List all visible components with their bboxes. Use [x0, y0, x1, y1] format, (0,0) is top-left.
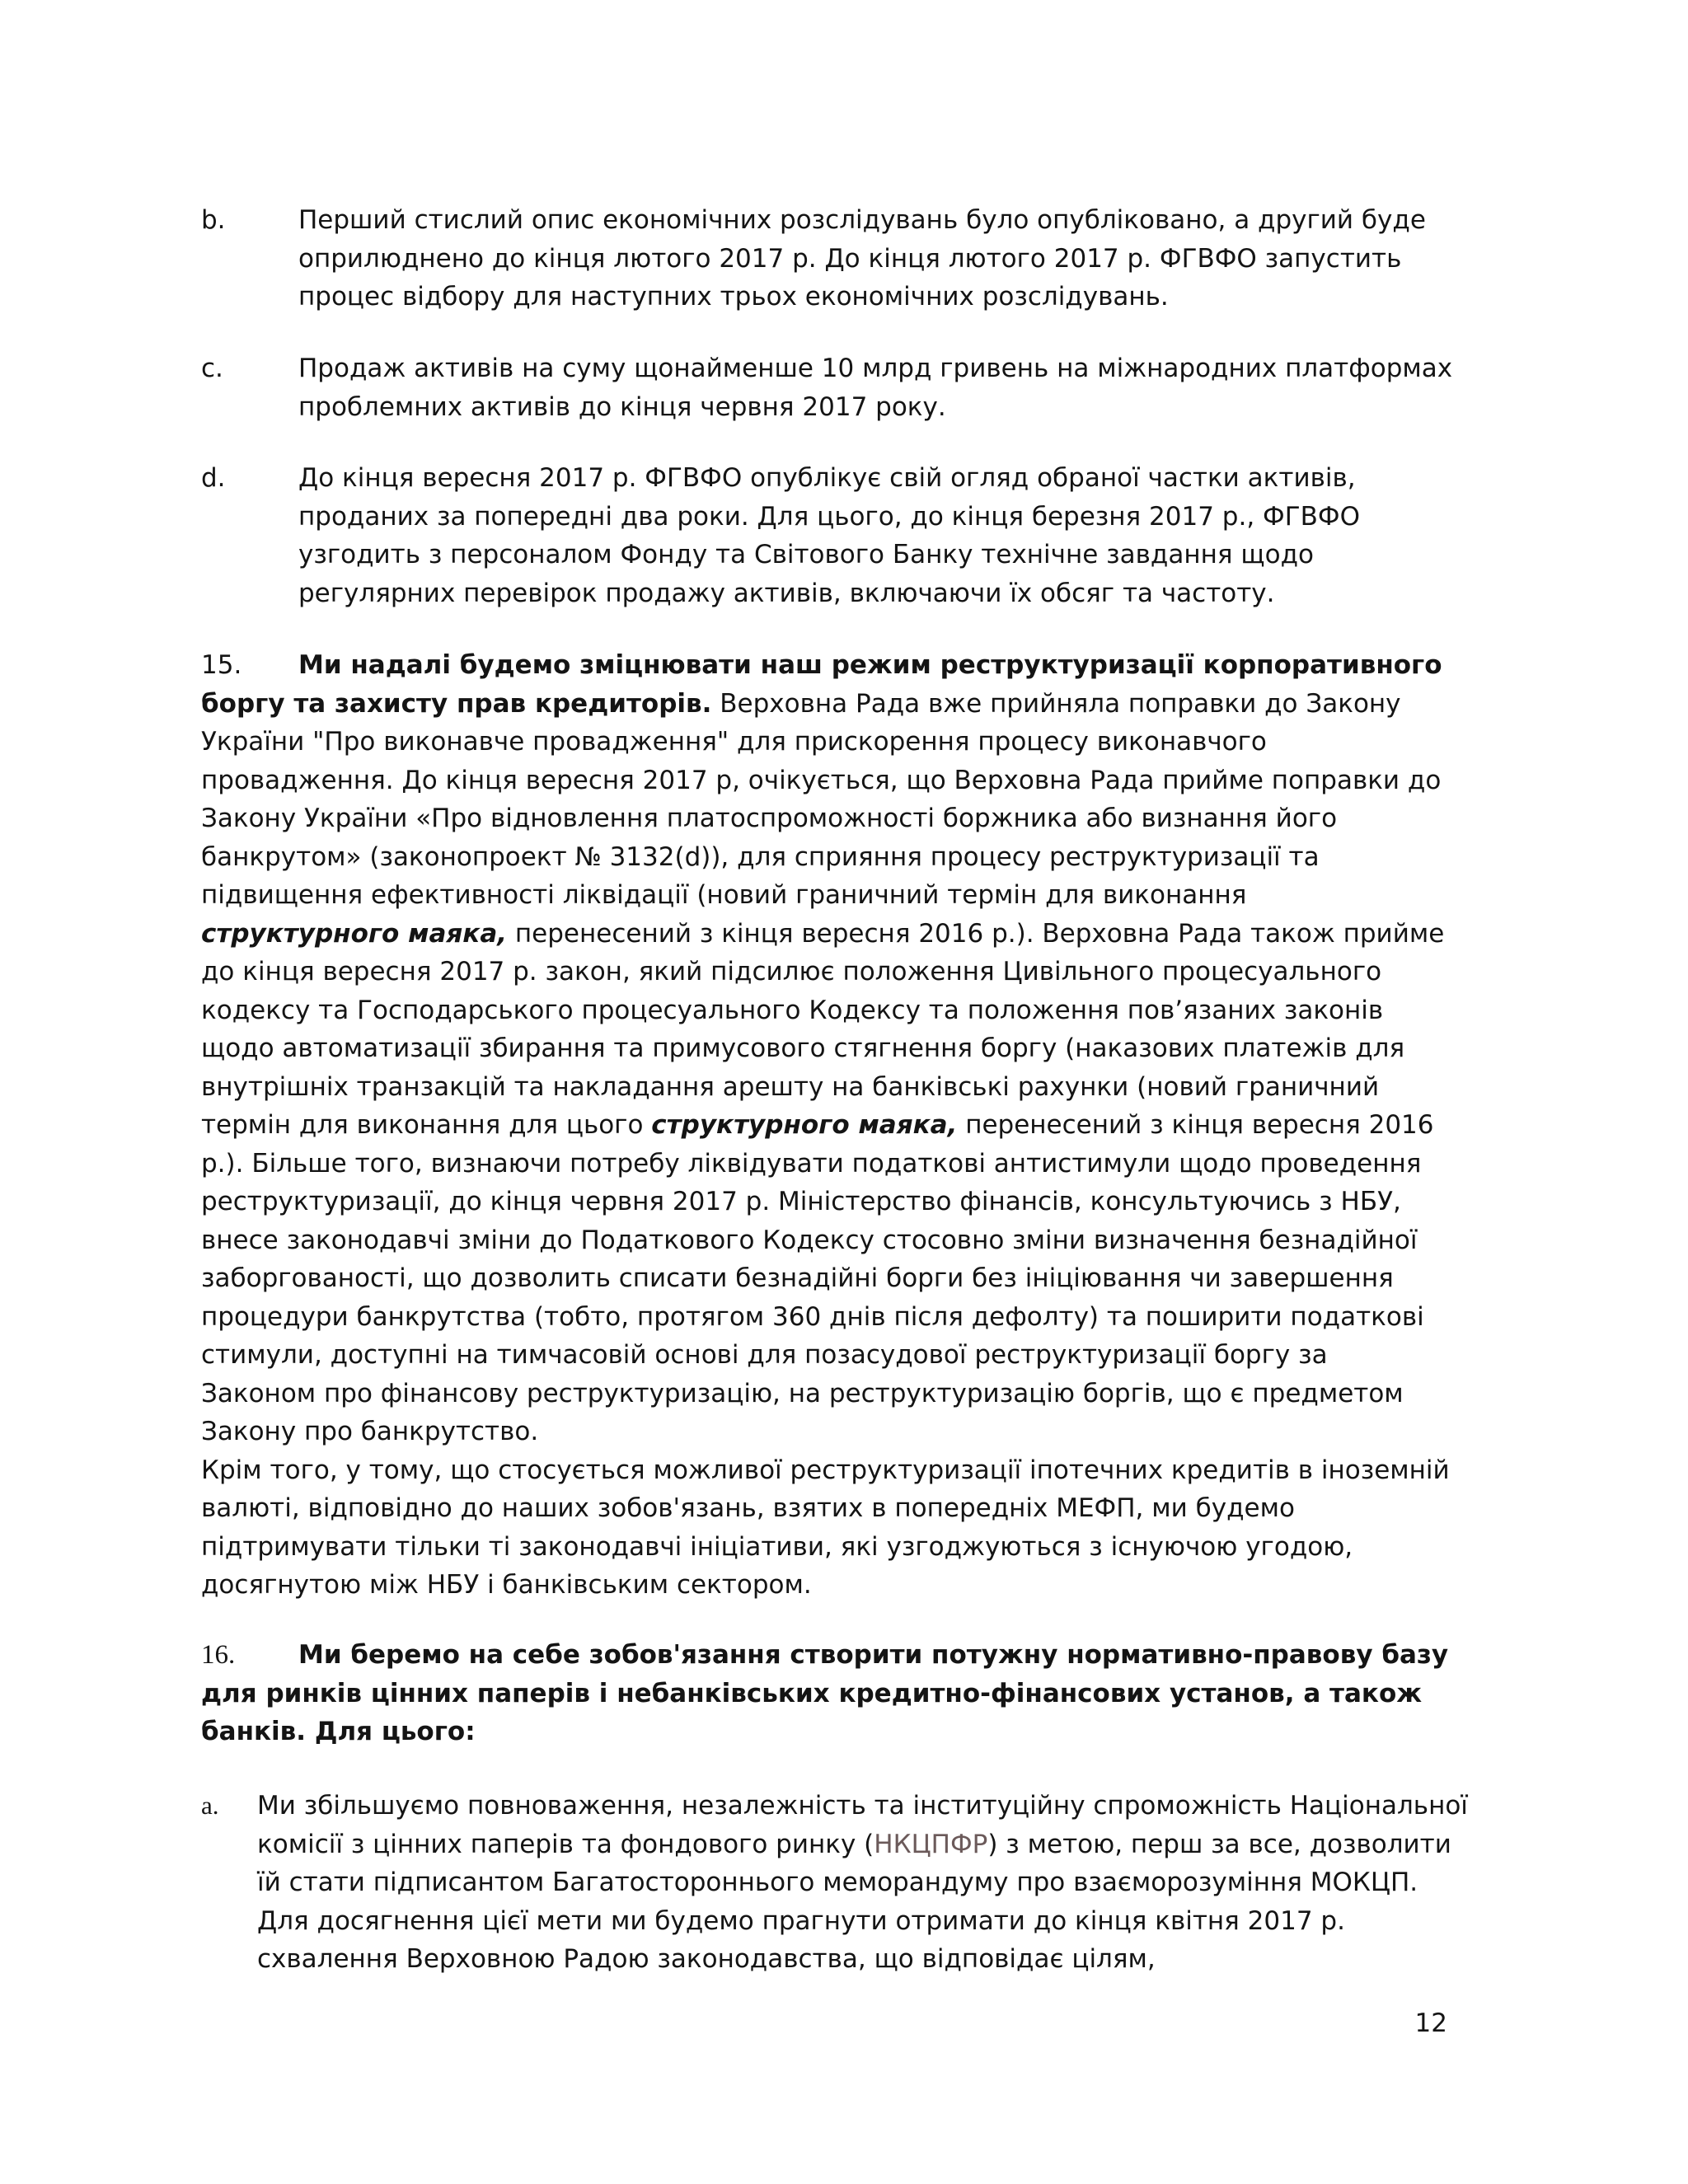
paragraph-text: перенесений з кінця вересня 2016 р.). Верховна Рада також прийме до кінця вересня 2017 р. закон, який підсилює положення Цивільного процесуального кодексу та Господарського процесуального Кодексу та положення пов’язаних законів щодо автоматизації збирання та примусового стягнення боргу (наказових платежів для внутрішніх транзакцій та накладання арешту на банківські рахунки (новий граничний термін для виконання для цього	[201, 918, 1445, 1140]
text-segment: ) з метою, перш за все, дозволити їй стати підписантом Багатостороннього меморандуму про взаєморозуміння МОКЦП. Для досягнення цієї мети ми будемо прагнути отримати до кінця квітня 2017 р. схвалення Верховною Радою законодавства, що відповідає цілям,	[257, 1829, 1451, 1974]
paragraph-number: 16.	[201, 1640, 236, 1670]
paragraph-text: перенесений з кінця вересня 2016 р.). Більше того, визнаючи потребу ліквідувати податкові антистимули щодо проведення реструктуризації, до кінця червня 2017 р. Міністерство фінансів, консультуючись з НБУ, внесе законодавчі зміни до Податкового Кодексу стосовно зміни визначення безнадійної заборгованості, що дозволить списати безнадійні борги без ініціювання чи завершення процедури банкрутства (тобто, протягом 360 днів після дефолту) та поширити податкові стимули, доступні на тимчасовій основі для позасудової реструктуризації боргу за Законом про фінансову реструктуризацію, на реструктуризацію боргів, що є предметом Закону про банкрутство.	[201, 1110, 1434, 1446]
emphasis-structural-benchmark: структурного маяка,	[201, 918, 508, 949]
paragraph-lead: Ми надалі будемо зміцнювати наш режим реструктуризації корпоративного боргу та захисту прав кредиторів.	[201, 650, 1442, 719]
list-item-a	[201, 1787, 1470, 1979]
emphasis-structural-benchmark: структурного маяка,	[651, 1110, 958, 1140]
list-item-text: Продаж активів на суму щонайменше 10 млрд гривень на міжнародних платформах проблемних активів до кінця червня 2017 року.	[298, 354, 1453, 422]
text-segment: Ми збільшуємо повноваження, незалежність та інституційну спроможність Національної комісії з цінних паперів та фондового ринку (	[257, 1791, 1468, 1859]
paragraph-number: 15.	[201, 650, 242, 680]
paragraph-15	[201, 646, 1450, 1605]
list-item-b	[201, 201, 1470, 316]
paragraph-15-continuation: Крім того, у тому, що стосується можливої реструктуризації іпотечних кредитів в іноземній валюті, відповідно до наших зобов'язань, взятих в попередніх МЕФП, ми будемо підтримувати тільки ті законодавчі ініціативи, які узгоджуються з існуючою угодою, досягнутою між НБУ і банківським сектором.	[201, 1455, 1450, 1600]
paragraph-text: Верховна Рада вже прийняла поправки до Закону України "Про виконавче провадження" для прискорення процесу виконавчого провадження. До кінця вересня 2017 р, очікується, що Верховна Рада прийме поправки до Закону України «Про відновлення платоспроможності боржника або визнання його банкрутом» (законопроект № 3132(d)), для сприяння процесу реструктуризації та підвищення ефективності ліквідації (новий граничний термін для виконання	[201, 688, 1442, 910]
list-item-text: Перший стислий опис економічних розслідувань було опубліковано, а другий буде оприлюднено до кінця лютого 2017 р. До кінця лютого 2017 р. ФГВФО запустить процес відбору для наступних трьох економічних розслідувань.	[298, 205, 1426, 312]
list-marker: d.	[201, 463, 226, 493]
list-item-text	[257, 1787, 1473, 1979]
list-marker: b.	[201, 205, 226, 235]
paragraph-16	[201, 1636, 1454, 1751]
list-marker: c.	[201, 354, 223, 383]
list-item-c	[201, 349, 1470, 426]
list-marker: a.	[201, 1791, 219, 1820]
paragraph-15-main	[201, 646, 1450, 1451]
paragraph-lead: Ми беремо на себе зобов'язання створити потужну нормативно-правову базу для ринків цінних паперів і небанківських кредитно-фінансових установ, а також банків. Для цього:	[201, 1640, 1449, 1746]
list-item-text: До кінця вересня 2017 р. ФГВФО опублікує свій огляд обраної частки активів, проданих за попередні два роки. Для цього, до кінця березня 2017 р., ФГВФО узгодить з персоналом Фонду та Світового Банку технічне завдання щодо регулярних перевірок продажу активів, включаючи їх обсяг та частоту.	[298, 463, 1360, 608]
list-item-d	[201, 459, 1470, 612]
acronym-nkcpfr: НКЦПФР	[874, 1829, 988, 1859]
page-number: 12	[1414, 2008, 1447, 2038]
